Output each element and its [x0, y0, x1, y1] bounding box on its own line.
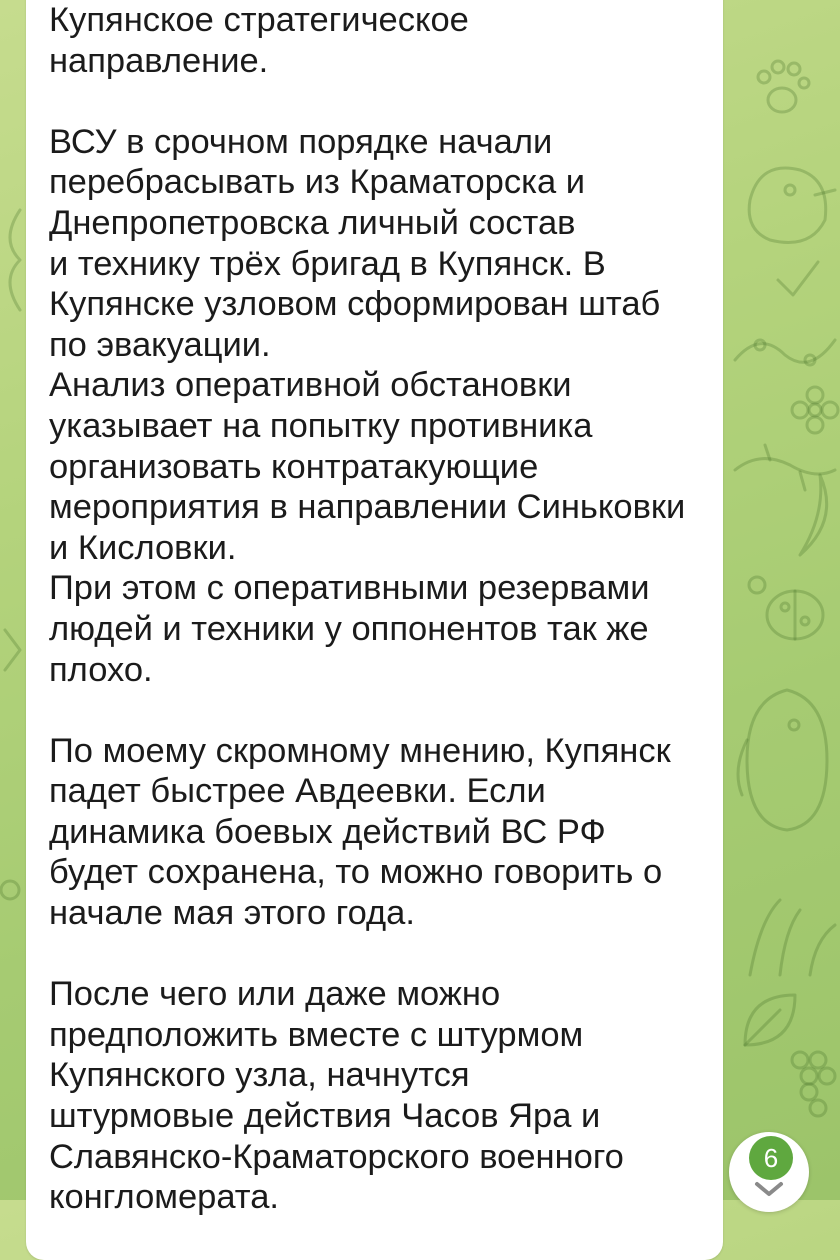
swirl-icon	[0, 200, 26, 320]
vine-icon	[730, 320, 840, 380]
message-paragraph: По моему скромному мнению, Купянск падет быстрее Авдеевки. Если динамика боевых действий ВС РФ будет сохранена, то можно говорить о начале мая этого года.	[49, 731, 671, 933]
flower-icon	[0, 860, 26, 920]
penguin-icon	[732, 680, 840, 840]
message-paragraph: После чего или даже можно предположить вместе с штурмом Купянского узла, начнутся штурмовые действия Часов Яра и Славянско-Краматорского военного конгломерата.	[49, 975, 624, 1217]
grass-icon	[740, 880, 840, 980]
unread-count-badge: 6	[749, 1136, 793, 1180]
paw-icon	[752, 55, 812, 125]
message-paragraph: Купянское стратегическое направление.	[49, 1, 469, 80]
ladybug-icon	[735, 565, 835, 655]
grapes-icon	[785, 1040, 840, 1130]
message-text	[49, 0, 703, 1218]
banana-icon	[780, 470, 840, 560]
flower-icon	[790, 385, 840, 435]
checkmark-icon	[768, 250, 828, 310]
message-paragraph: ВСУ в срочном порядке начали перебрасывать из Краматорска и Днепропетровска личный состав и технику трёх бригад в Купянск. В Купянске узловом сформирован штаб по эвакуации. Анализ оперативной обстановки указывает на попытку противника организовать контратакующие мероприятия в направлении Синьковки и Кисловки. При этом с оперативными резервами людей и техники у оппонентов так же плохо.	[49, 122, 686, 689]
bird-icon	[730, 140, 840, 260]
message-bubble	[26, 0, 723, 1260]
star-icon	[0, 620, 26, 680]
